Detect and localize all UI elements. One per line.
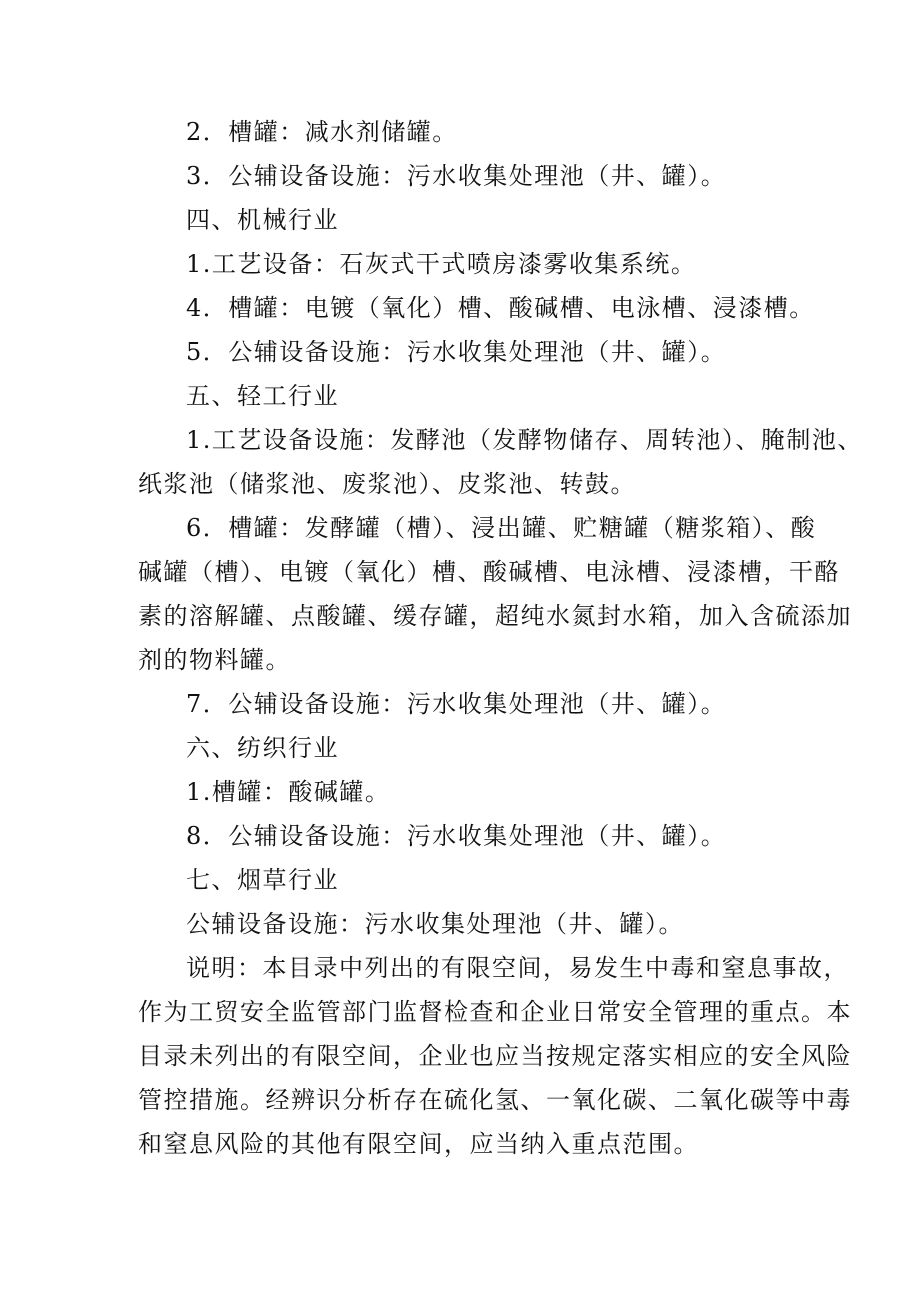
heading-light-industry: 五、轻工行业 [186,382,339,410]
light-industry-para2-line3: 素的溶解罐、点酸罐、缓存罐，超纯水氮封水箱，加入含硫添加 [138,602,852,630]
item-public-facility-1: 3．公辅设备设施：污水收集处理池（井、罐）。 [186,162,727,190]
light-industry-para1-line2: 纸浆池（储浆池、废浆池）、皮浆池、转鼓。 [138,470,636,498]
item-public-facility-4: 8．公辅设备设施：污水收集处理池（井、罐）。 [186,822,727,850]
item-public-facility-3: 7．公辅设备设施：污水收集处理池（井、罐）。 [186,690,727,718]
heading-machinery-industry: 四、机械行业 [186,206,339,234]
light-industry-para2-line1: 6．槽罐：发酵罐（槽）、浸出罐、贮糖罐（糖浆箱）、酸 [186,514,817,542]
item-tank-electroplating: 4．槽罐：电镀（氧化）槽、酸碱槽、电泳槽、浸漆槽。 [186,294,815,322]
item-process-equipment-machinery: 1.工艺设备：石灰式干式喷房漆雾收集系统。 [186,250,697,278]
note-line5: 和窒息风险的其他有限空间，应当纳入重点范围。 [138,1130,699,1158]
note-line2: 作为工贸安全监管部门监督检查和企业日常安全管理的重点。本 [138,998,852,1026]
light-industry-para2-line4: 剂的物料罐。 [138,646,291,674]
note-line1: 说明：本目录中列出的有限空间，易发生中毒和窒息事故， [186,954,849,982]
item-tank-textile: 1.槽罐：酸碱罐。 [186,778,391,806]
item-public-facility-5: 公辅设备设施：污水收集处理池（井、罐）。 [186,910,684,938]
light-industry-para2-line2: 碱罐（槽）、电镀（氧化）槽、酸碱槽、电泳槽、浸漆槽，干酪 [138,558,840,586]
item-public-facility-2: 5．公辅设备设施：污水收集处理池（井、罐）。 [186,338,727,366]
heading-tobacco-industry: 七、烟草行业 [186,866,339,894]
note-line4: 管控措施。经辨识分析存在硫化氢、一氧化碳、二氧化碳等中毒 [138,1086,852,1114]
item-tank-reducer: 2．槽罐：减水剂储罐。 [186,118,458,146]
heading-textile-industry: 六、纺织行业 [186,734,339,762]
note-line3: 目录未列出的有限空间，企业也应当按规定落实相应的安全风险 [138,1042,852,1070]
light-industry-para1-line1: 1.工艺设备设施：发酵池（发酵物储存、周转池）、腌制池、 [186,426,863,454]
